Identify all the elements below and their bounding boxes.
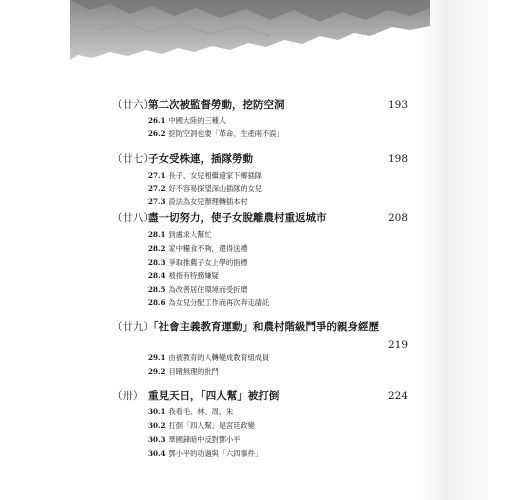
subsection-title: 為女兒分配工作而再次奔走請託 [168,298,270,307]
subsection-title: 打倒「四人幫」是宮廷政變 [168,421,255,430]
chapter-number: （廿九） [112,321,154,333]
subsection-title: 華國鋒暗中反對鄧小平 [168,435,241,444]
page-shadow [418,0,488,500]
subsection-number: 28.2 [148,244,166,253]
chapter-number: （廿八） [112,212,154,224]
subsection-title: 鄧小平的功過與「六四事件」 [168,449,262,458]
subsection-title: 好不容易探望深山插隊的女兒 [168,184,262,193]
subsection-number: 28.1 [148,230,166,239]
subsection-number: 28.3 [148,258,166,267]
subsection-number: 27.3 [148,197,166,206]
subsection-number: 27.1 [148,171,166,180]
toc-subsection[interactable] [148,435,240,445]
subsection-number: 30.1 [148,407,166,416]
toc-subsection[interactable] [148,184,262,194]
subsection-title: 到處求人幫忙 [168,230,212,239]
toc-subsection[interactable] [148,197,248,207]
toc-subsection[interactable] [148,353,269,363]
subsection-number: 26.1 [148,116,166,125]
chapter-title: 盡一切努力，使子女脫離農村重返城市 [148,212,327,224]
subsection-title: 目睹無理的批鬥 [168,367,219,376]
toc-chapter-27[interactable] [112,152,408,166]
subsection-number: 28.6 [148,298,166,307]
toc-subsection[interactable] [148,298,269,308]
subsection-title: 我看毛、林、周、朱 [168,407,234,416]
chapter-number: （卅） [112,390,144,402]
chapter-number: （廿七） [112,153,154,165]
subsection-title: 由被教育的人轉變成教育組成員 [168,353,270,362]
subsection-title: 設法為女兒辦理轉插本村 [168,197,248,206]
chapter-number: （廿六） [112,99,154,111]
chapter-page-number: 219 [387,339,408,351]
toc-subsection[interactable] [148,129,284,139]
chapter-title: 「社會主義教育運動」和農村階級鬥爭的親身經歷 [148,321,379,333]
toc-subsection[interactable] [148,421,255,431]
subsection-number: 27.2 [148,184,166,193]
toc-subsection[interactable] [148,258,248,268]
chapter-page-number: 208 [387,212,408,224]
subsection-number: 28.5 [148,285,166,294]
subsection-title: 家中糧食不夠，還得送禮 [168,244,248,253]
subsection-number: 28.4 [148,271,166,280]
subsection-title: 挖防空洞也要「革命、生產兩不誤」 [168,129,284,138]
chapter-title: 第二次被監督勞動，挖防空洞 [148,99,285,111]
toc-chapter-29[interactable] [112,320,408,351]
subsection-title: 中國大陸的三種人 [168,116,227,125]
chapter-title: 子女受株連，插隊勞動 [148,153,253,165]
subsection-number: 29.2 [148,367,166,376]
toc-subsection[interactable] [148,116,226,126]
ink-wash-header-image [70,0,430,62]
toc-subsection[interactable] [148,285,248,295]
toc-subsection[interactable] [148,244,248,254]
toc-subsection[interactable] [148,171,262,181]
subsection-number: 26.2 [148,129,166,138]
toc-subsection[interactable] [148,407,233,417]
chapter-page-number: 193 [387,99,408,111]
chapter-page-number: 198 [387,153,408,165]
subsection-title: 被指有特務嫌疑 [168,271,219,280]
toc-chapter-30[interactable] [112,389,408,403]
subsection-number: 29.1 [148,353,166,362]
toc-subsection[interactable] [148,230,212,240]
subsection-title: 長子、女兒相繼遠家下鄉插隊 [168,171,262,180]
toc-chapter-26[interactable] [112,98,408,112]
subsection-number: 30.4 [148,449,166,458]
toc-subsection[interactable] [148,449,262,459]
toc-chapter-28[interactable] [112,211,408,225]
subsection-title: 爭取推薦子女上學的指標 [168,258,248,267]
toc-subsection[interactable] [148,271,219,281]
toc-subsection[interactable] [148,367,219,377]
subsection-title: 為改善居住環境而受折磨 [168,285,248,294]
chapter-page-number: 224 [387,390,408,402]
chapter-title: 重見天日，「四人幫」被打倒 [148,390,280,402]
subsection-number: 30.3 [148,435,166,444]
subsection-number: 30.2 [148,421,166,430]
